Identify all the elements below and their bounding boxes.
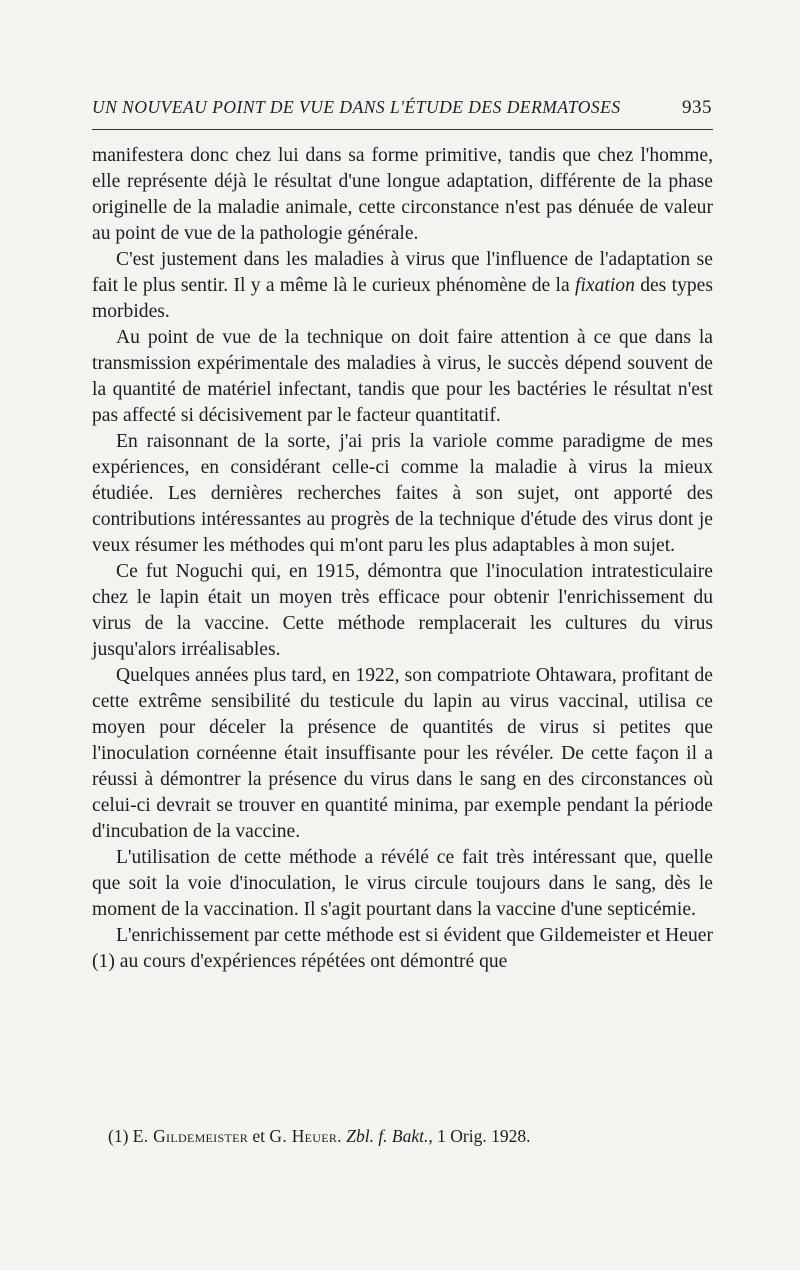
- footnote-author-1: E. Gildemeister: [132, 1126, 249, 1146]
- italic-term: fixation: [575, 275, 635, 296]
- paragraph-3: Au point de vue de la technique on doit faire attention à ce que dans la transmission expérimentale des maladies à virus, le succès dépend souvent de la quantité de matériel infectant, tandis que pour les bactéries le résultat n'est pas affecté si décisivement par le facteur quantitatif.: [92, 327, 713, 426]
- page-number: 935: [682, 97, 712, 118]
- paragraph-1: manifestera donc chez lui dans sa forme primitive, tandis que chez l'homme, elle représente déjà le résultat d'une longue adaptation, différente de la phase originelle de la maladie animale, cette circonstance n'est pas dénuée de valeur au point de vue de la pathologie générale.: [92, 145, 713, 244]
- paragraph-4: En raisonnant de la sorte, j'ai pris la variole comme paradigme de mes expériences, en considérant celle-ci comme la maladie à virus la mieux étudiée. Les dernières recherches faites à son sujet, ont apporté des contributions intéressantes au progrès de la technique d'étude des virus dont je veux résumer les méthodes qui m'ont paru les plus adaptables à mon sujet.: [92, 431, 713, 556]
- footnote-marker: (1): [108, 1126, 129, 1146]
- footnote-author-2: G. Heuer.: [269, 1126, 342, 1146]
- paragraph-2-before: C'est justement dans les maladies à virus que l'influence de l'adaptation se fait le plus sentir. Il y a même là le curieux phénomène de la: [92, 249, 713, 296]
- paragraph-6: Quelques années plus tard, en 1922, son compatriote Ohtawara, profitant de cette extrême sensibilité du testicule du lapin au virus vaccinal, utilisa ce moyen pour déceler la présence de quantités de virus si petites que l'inoculation cornéenne était insuffisante pour les révéler. De cette façon il a réussi à démontrer la présence du virus dans le sang en des circonstances où celui-ci devrait se trouver en quantité minima, par exemple pendant la période d'incubation de la vaccine.: [92, 665, 713, 842]
- paragraph-8: L'enrichissement par cette méthode est si évident que Gildemeister et Heuer (1) au cours d'expériences répétées ont démontré que: [92, 925, 713, 972]
- paragraph-2: [92, 247, 713, 325]
- header-rule: [92, 129, 713, 130]
- footnote-conjunction: et: [252, 1126, 266, 1146]
- footnote: [108, 1125, 718, 1147]
- running-title: UN NOUVEAU POINT DE VUE DANS L'ÉTUDE DES DERMATOSES: [92, 97, 621, 117]
- paragraph-2-after: des types morbides.: [92, 275, 713, 322]
- footnote-journal: Zbl. f. Bakt.,: [346, 1126, 433, 1146]
- running-header: [92, 97, 712, 119]
- body-text: [92, 143, 713, 975]
- paragraph-5: Ce fut Noguchi qui, en 1915, démontra que l'inoculation intratesticulaire chez le lapin était un moyen très efficace pour obtenir l'enrichissement du virus de la vaccine. Cette méthode remplacerait les cultures du virus jusqu'alors irréalisables.: [92, 561, 713, 660]
- paragraph-7: L'utilisation de cette méthode a révélé ce fait très intéressant que, quelle que soit la voie d'inoculation, le virus circule toujours dans le sang, dès le moment de la vaccination. Il s'agit pourtant dans la vaccine d'une septicémie.: [92, 847, 713, 920]
- footnote-citation: 1 Orig. 1928.: [437, 1126, 531, 1146]
